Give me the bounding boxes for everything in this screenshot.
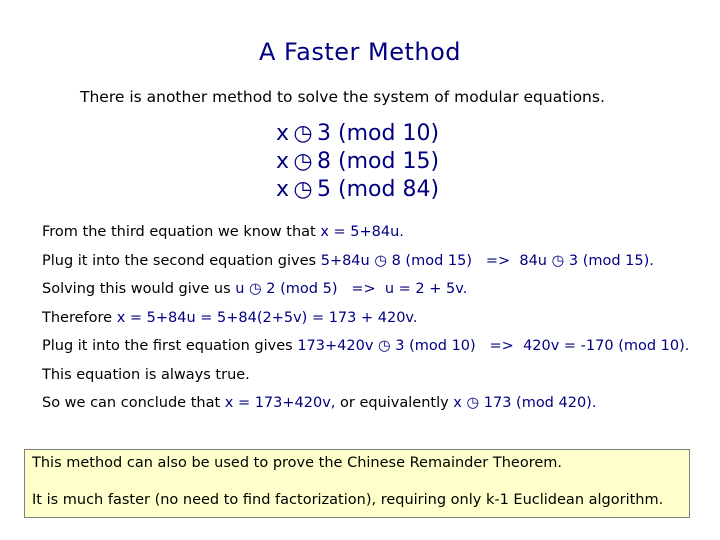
derivation-step-4 — [42, 310, 418, 326]
equation-variable: x — [276, 149, 290, 174]
equation-3 — [276, 176, 439, 204]
equation-1 — [276, 120, 439, 148]
math-expression: => — [337, 281, 385, 297]
equation-system — [276, 120, 439, 204]
math-expression: => — [472, 252, 520, 269]
step-text: From the third equation we know that — [42, 224, 321, 240]
math-expression: 420v = -170 (mod 10). — [523, 338, 690, 354]
note-line-2: It is much faster (no need to find factorization), requiring only k-1 Euclidean algorithm. — [32, 492, 664, 508]
step-text: This equation is always true. — [42, 366, 250, 383]
math-expression: 5+84u ◷ 8 (mod 15) — [320, 252, 472, 269]
derivation-step-3 — [42, 281, 467, 297]
math-expression: u ◷ 2 (mod 5) — [235, 281, 338, 297]
derivation-step-2 — [42, 253, 654, 269]
math-expression: x ◷ 173 (mod 420). — [453, 395, 597, 411]
derivation-step-7 — [42, 395, 596, 411]
summary-note-box — [24, 449, 690, 518]
intro-text: There is another method to solve the system of modular equations. — [80, 88, 605, 106]
congruence-symbol-icon: ◷ — [293, 177, 313, 202]
step-text: or equivalently — [335, 395, 454, 411]
step-text: Solving this would give us — [42, 281, 236, 297]
equation-rhs: 3 (mod 10) — [317, 121, 440, 146]
math-expression: 173+420v ◷ 3 (mod 10) — [297, 338, 476, 354]
step-text: Plug it into the second equation gives — [42, 252, 321, 269]
congruence-symbol-icon: ◷ — [293, 121, 313, 146]
equation-rhs: 8 (mod 15) — [317, 149, 440, 174]
derivation-step-1 — [42, 224, 404, 240]
math-expression: u = 2 + 5v. — [384, 281, 468, 297]
note-line-1: This method can also be used to prove the Chinese Remainder Theorem. — [32, 455, 563, 471]
equation-variable: x — [276, 177, 290, 202]
congruence-symbol-icon: ◷ — [293, 149, 313, 174]
derivation-step-6 — [42, 367, 250, 383]
derivation-step-5 — [42, 338, 689, 354]
math-expression: 84u ◷ 3 (mod 15). — [519, 252, 654, 269]
math-expression: x = 173+420v, — [224, 395, 336, 411]
slide-title: A Faster Method — [258, 38, 462, 66]
equation-2 — [276, 148, 439, 176]
equation-rhs: 5 (mod 84) — [317, 177, 440, 202]
math-expression: x = 5+84u. — [320, 224, 404, 240]
step-text: Plug it into the first equation gives — [42, 338, 298, 354]
step-text: So we can conclude that — [42, 395, 225, 411]
step-text: Therefore — [42, 309, 117, 326]
math-expression: x = 5+84u = 5+84(2+5v) = 173 + 420v. — [116, 309, 418, 326]
math-expression: => — [475, 338, 524, 354]
equation-variable: x — [276, 121, 290, 146]
